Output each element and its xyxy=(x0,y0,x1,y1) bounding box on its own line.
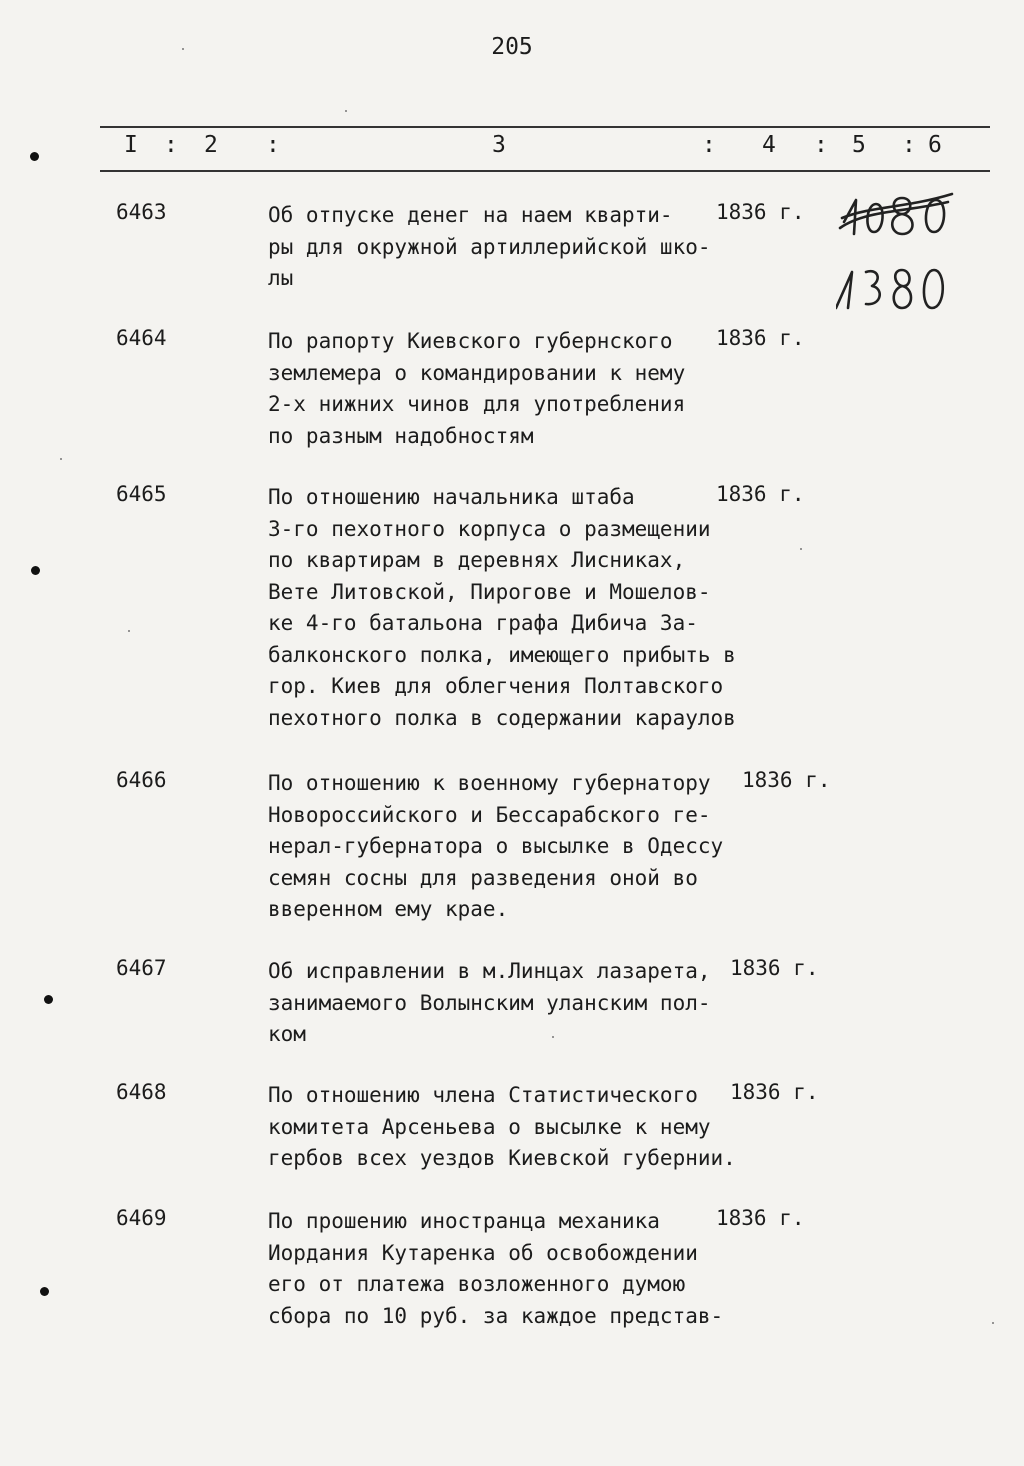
entry-text: Об отпуске денег на наем кварти- ры для окружной артиллерийской шко- лы xyxy=(268,203,711,290)
entry-number: 6465 xyxy=(116,482,167,506)
paper-speck xyxy=(182,48,184,50)
header-separator: : xyxy=(266,132,280,158)
paper-speck xyxy=(128,630,130,632)
page-number: 205 xyxy=(491,34,533,60)
paper-speck xyxy=(345,110,347,112)
entry-number: 6466 xyxy=(116,768,167,792)
punch-hole xyxy=(44,995,53,1004)
paper-speck xyxy=(60,458,62,460)
punch-hole xyxy=(30,152,39,161)
entry-year: 1836 г. xyxy=(716,326,805,350)
header-separator: : xyxy=(702,132,716,158)
header-col-4: 4 xyxy=(762,132,776,158)
entry-text: По отношению члена Статистического комитета Арсеньева о высылке к нему гербов всех уездов Киевской губернии. xyxy=(268,1083,736,1170)
punch-hole xyxy=(40,1287,49,1296)
header-separator: : xyxy=(814,132,828,158)
header-bottom-rule xyxy=(100,170,990,172)
header-col-1: I xyxy=(124,132,138,158)
header-col-6: 6 xyxy=(928,132,942,158)
entry-number: 6468 xyxy=(116,1080,167,1104)
entry-year: 1836 г. xyxy=(742,768,831,792)
entry-text: Об исправлении в м.Линцах лазарета, занимаемого Волынским уланским пол- ком xyxy=(268,959,711,1046)
paper-speck xyxy=(800,548,802,550)
entry-text: По рапорту Киевского губернского землемера о командировании к нему 2-х нижних чинов для употребления по разным надобностям xyxy=(268,329,686,448)
entry-text: По прошению иностранца механика Иордания Кутаренка об освобождении его от платежа возложенного думою сбора по 10 руб. за каждое представ- xyxy=(268,1209,724,1328)
entry-text: По отношению начальника штаба 3-го пехотного корпуса о размещении по квартирам в деревнях Лисниках, Вете Литовской, Пирогове и Мошелов- ке 4-го батальона графа Дибича За- балконского полка, имеющего прибыть в гор. Киев для облегчения Полтавского пехотного полка в содержании караулов xyxy=(268,485,736,730)
header-col-5: 5 xyxy=(852,132,866,158)
header-separator: : xyxy=(902,132,916,158)
entry-number: 6469 xyxy=(116,1206,167,1230)
entry-year: 1836 г. xyxy=(716,482,805,506)
entry-number: 6464 xyxy=(116,326,167,350)
header-col-2: 2 xyxy=(204,132,218,158)
entry-year: 1836 г. xyxy=(716,200,805,224)
paper-speck xyxy=(992,1322,994,1324)
punch-hole xyxy=(31,566,40,575)
entry-year: 1836 г. xyxy=(730,956,819,980)
entry-number: 6463 xyxy=(116,200,167,224)
entry-number: 6467 xyxy=(116,956,167,980)
handwritten-inventory-number xyxy=(836,190,966,320)
header-col-3: 3 xyxy=(492,132,506,158)
header-top-rule xyxy=(100,126,990,128)
entry-year: 1836 г. xyxy=(730,1080,819,1104)
header-separator: : xyxy=(164,132,178,158)
entry-year: 1836 г. xyxy=(716,1206,805,1230)
paper-speck xyxy=(552,1036,554,1038)
entry-text: По отношению к военному губернатору Новороссийского и Бессарабского ге- нерал-губернатора о высылке в Одессу семян сосны для разведения оной во вверенном ему крае. xyxy=(268,771,724,921)
